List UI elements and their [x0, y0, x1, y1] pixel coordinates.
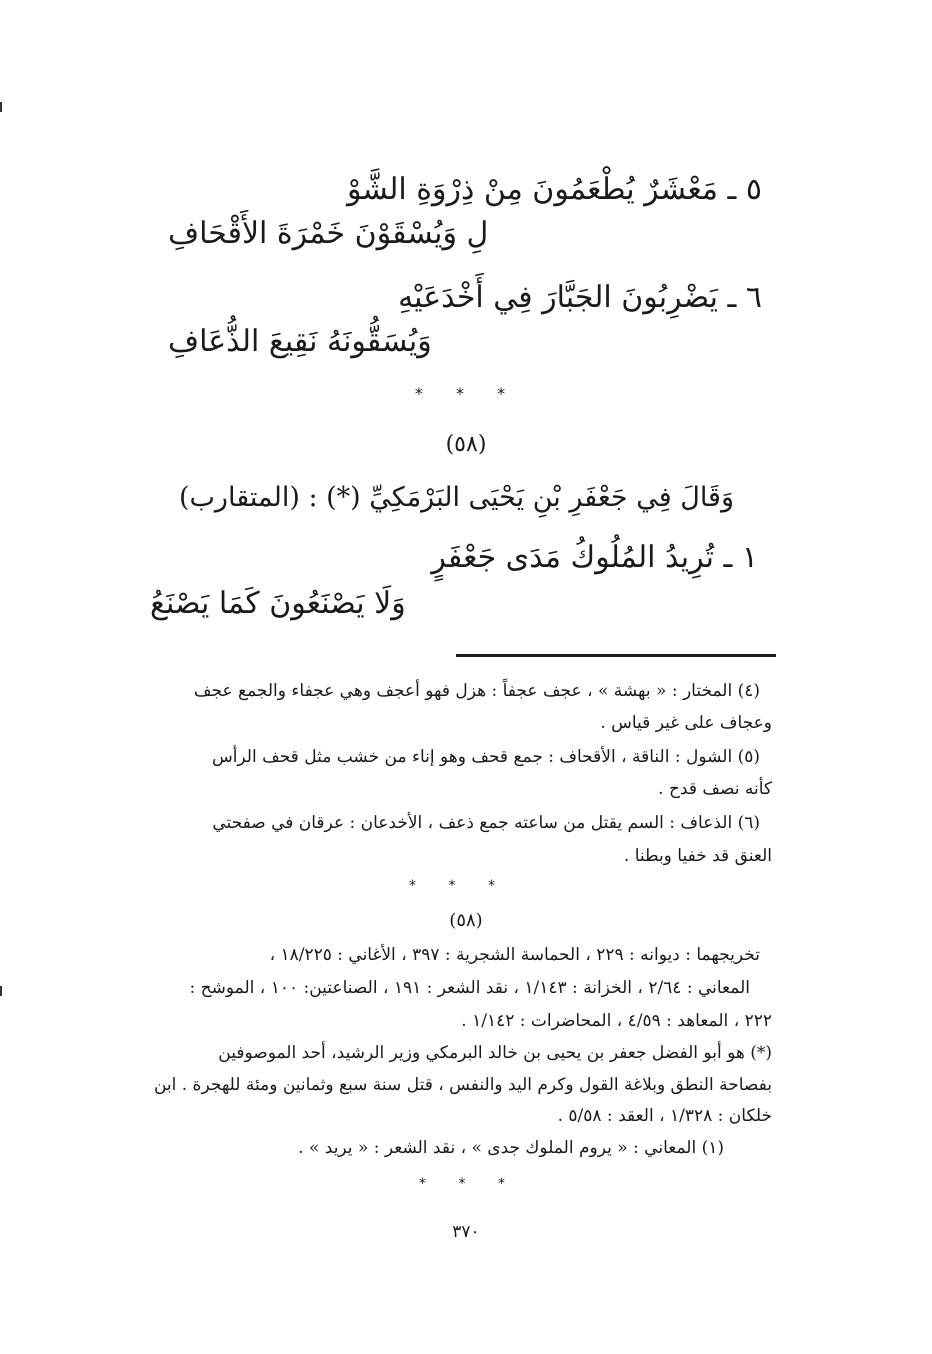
- notes-separator: * * *: [409, 878, 509, 894]
- footnote-4-line-2: وعجاف على غير قياس .: [600, 713, 772, 733]
- takhrij-line-2: المعاني : ٢/٦٤ ، الخزانة : ١/١٤٣ ، نقد الشعر : ١٩١ ، الصناعتين: ١٠٠ ، الموشح :: [189, 978, 750, 998]
- biography-note-line-2: بفصاحة النطق وبلاغة القول وكرم اليد والنفس ، قتل سنة سبع وثمانين ومئة للهجرة . ابن: [153, 1075, 772, 1095]
- verse-5-second-hemistich: لِ وَيُسْقَوْنَ خَمْرَةَ الأَقْحَافِ: [168, 216, 489, 251]
- scan-margin-mark: [0, 986, 2, 996]
- footnote-5-line-2: كأنه نصف قدح .: [658, 779, 772, 799]
- verse-1-first-hemistich: ١ ـ تُرِيدُ المُلُوكُ مَدَى جَعْفَرٍ: [431, 540, 758, 575]
- end-separator: * * *: [419, 1176, 519, 1192]
- poem-number: (٥٨): [445, 432, 487, 457]
- section-separator: * * *: [414, 384, 520, 403]
- page-number: ٣٧٠: [452, 1222, 480, 1242]
- verse-6-second-hemistich: وَيُسَقُّونَهُ نَقِيعَ الذُّعَافِ: [168, 324, 432, 359]
- verse-6-first-hemistich: ٦ ـ يَضْرِبُونَ الجَبَّارَ فِي أَخْدَعَيْهِ: [398, 280, 762, 315]
- biography-note-line-1: (*) هو أبو الفضل جعفر بن يحيى بن خالد البرمكي وزير الرشيد، أحد الموصوفين: [218, 1043, 772, 1063]
- scan-margin-mark: [0, 102, 2, 112]
- takhrij-line-1: تخريجهما : ديوانه : ٢٢٩ ، الحماسة الشجرية : ٣٩٧ ، الأغاني : ١٨/٢٢٥ ،: [269, 945, 760, 965]
- verse-1-second-hemistich: وَلَا يَصْنَعُونَ كَمَا يَصْنَعُ: [150, 586, 406, 621]
- takhrij-line-3: ٢٢٢ ، المعاهد : ٤/٥٩ ، المحاضرات : ١/١٤٢ .: [461, 1011, 772, 1031]
- footnote-5-line-1: (٥) الشول : الناقة ، الأقحاف : جمع قحف وهو إناء من خشب مثل قحف الرأس: [211, 747, 760, 767]
- footnote-6-line-1: (٦) الذعاف : السم يقتل من ساعته جمع ذعف ، الأخدعان : عرقان في صفحتي: [212, 813, 760, 833]
- verse-5-first-hemistich: ٥ ـ مَعْشَرٌ يُطْعَمُونَ مِنْ ذِرْوَةِ الشَّوْ: [347, 172, 762, 207]
- footnote-rule: [456, 654, 776, 657]
- notes-poem-number: (٥٨): [449, 910, 483, 931]
- poem-heading: وَقَالَ فِي جَعْفَرِ بْنِ يَحْيَى البَرْمَكِيِّ (*) : (المتقارب): [178, 482, 734, 513]
- footnote-1-line-1: (١) المعاني : « يروم الملوك جدى » ، نقد الشعر : « يريد » .: [298, 1138, 724, 1158]
- footnote-6-line-2: العنق قد خفيا وبطنا .: [623, 846, 772, 866]
- biography-note-line-3: خلكان : ١/٣٢٨ ، العقد : ٥/٥٨ .: [557, 1106, 772, 1126]
- footnote-4-line-1: (٤) المختار : « بهشة » ، عجف عجفاً : هزل فهو أعجف وهي عجفاء والجمع عجف: [193, 681, 760, 701]
